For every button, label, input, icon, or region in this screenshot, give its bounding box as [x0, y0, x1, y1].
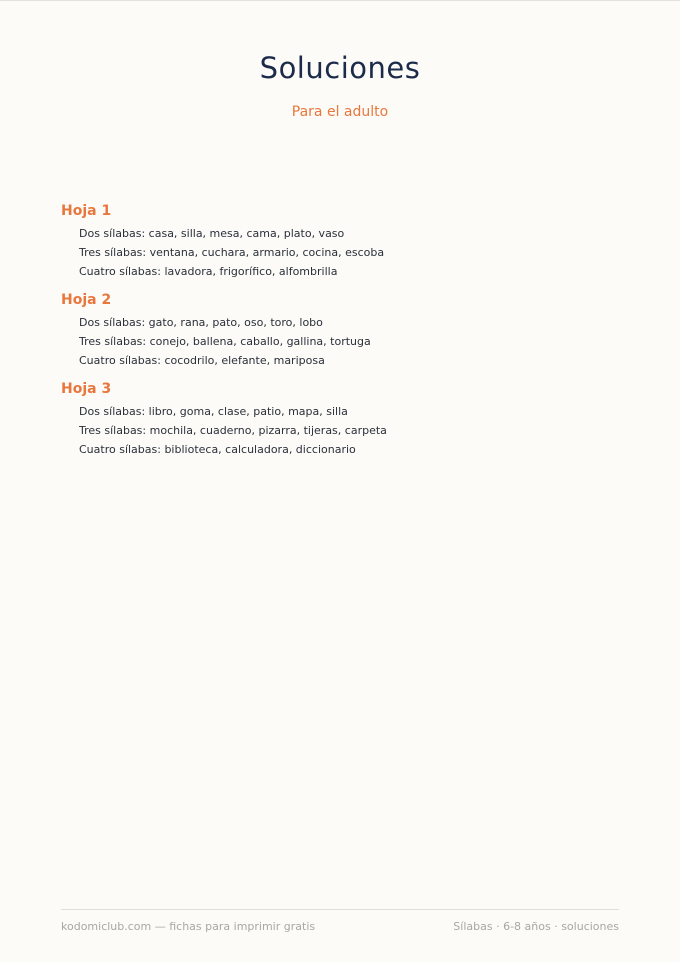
solutions-list: [61, 201, 621, 468]
page-title: Soluciones: [259, 51, 421, 85]
footer-site-link[interactable]: kodomiclub.com — fichas para imprimir gratis: [61, 920, 316, 933]
solution-line-four-syllables: Cuatro sílabas: biblioteca, calculadora, diccionario: [79, 443, 356, 456]
sheet-section-1: [61, 201, 621, 281]
sheet-section-3: [61, 379, 621, 459]
footer-worksheet-info: Sílabas · 6-8 años · soluciones: [453, 920, 619, 933]
solution-line-two-syllables: Dos sílabas: casa, silla, mesa, cama, plato, vaso: [79, 227, 345, 240]
sheet-heading: Hoja 2: [61, 292, 112, 308]
solution-line-three-syllables: Tres sílabas: conejo, ballena, caballo, gallina, tortuga: [79, 335, 371, 348]
solution-line-four-syllables: Cuatro sílabas: lavadora, frigorífico, alfombrilla: [79, 265, 338, 278]
sheet-heading: Hoja 1: [61, 203, 112, 219]
footer-divider: [61, 909, 619, 910]
solution-line-four-syllables: Cuatro sílabas: cocodrilo, elefante, mariposa: [79, 354, 325, 367]
sheet-section-2: [61, 290, 621, 370]
solution-line-three-syllables: Tres sílabas: mochila, cuaderno, pizarra, tijeras, carpeta: [79, 424, 387, 437]
page-subtitle: Para el adulto: [291, 104, 389, 120]
sheet-heading: Hoja 3: [61, 381, 112, 397]
solution-line-two-syllables: Dos sílabas: libro, goma, clase, patio, mapa, silla: [79, 405, 348, 418]
solution-line-three-syllables: Tres sílabas: ventana, cuchara, armario, cocina, escoba: [79, 246, 385, 259]
solution-line-two-syllables: Dos sílabas: gato, rana, pato, oso, toro, lobo: [79, 316, 323, 329]
